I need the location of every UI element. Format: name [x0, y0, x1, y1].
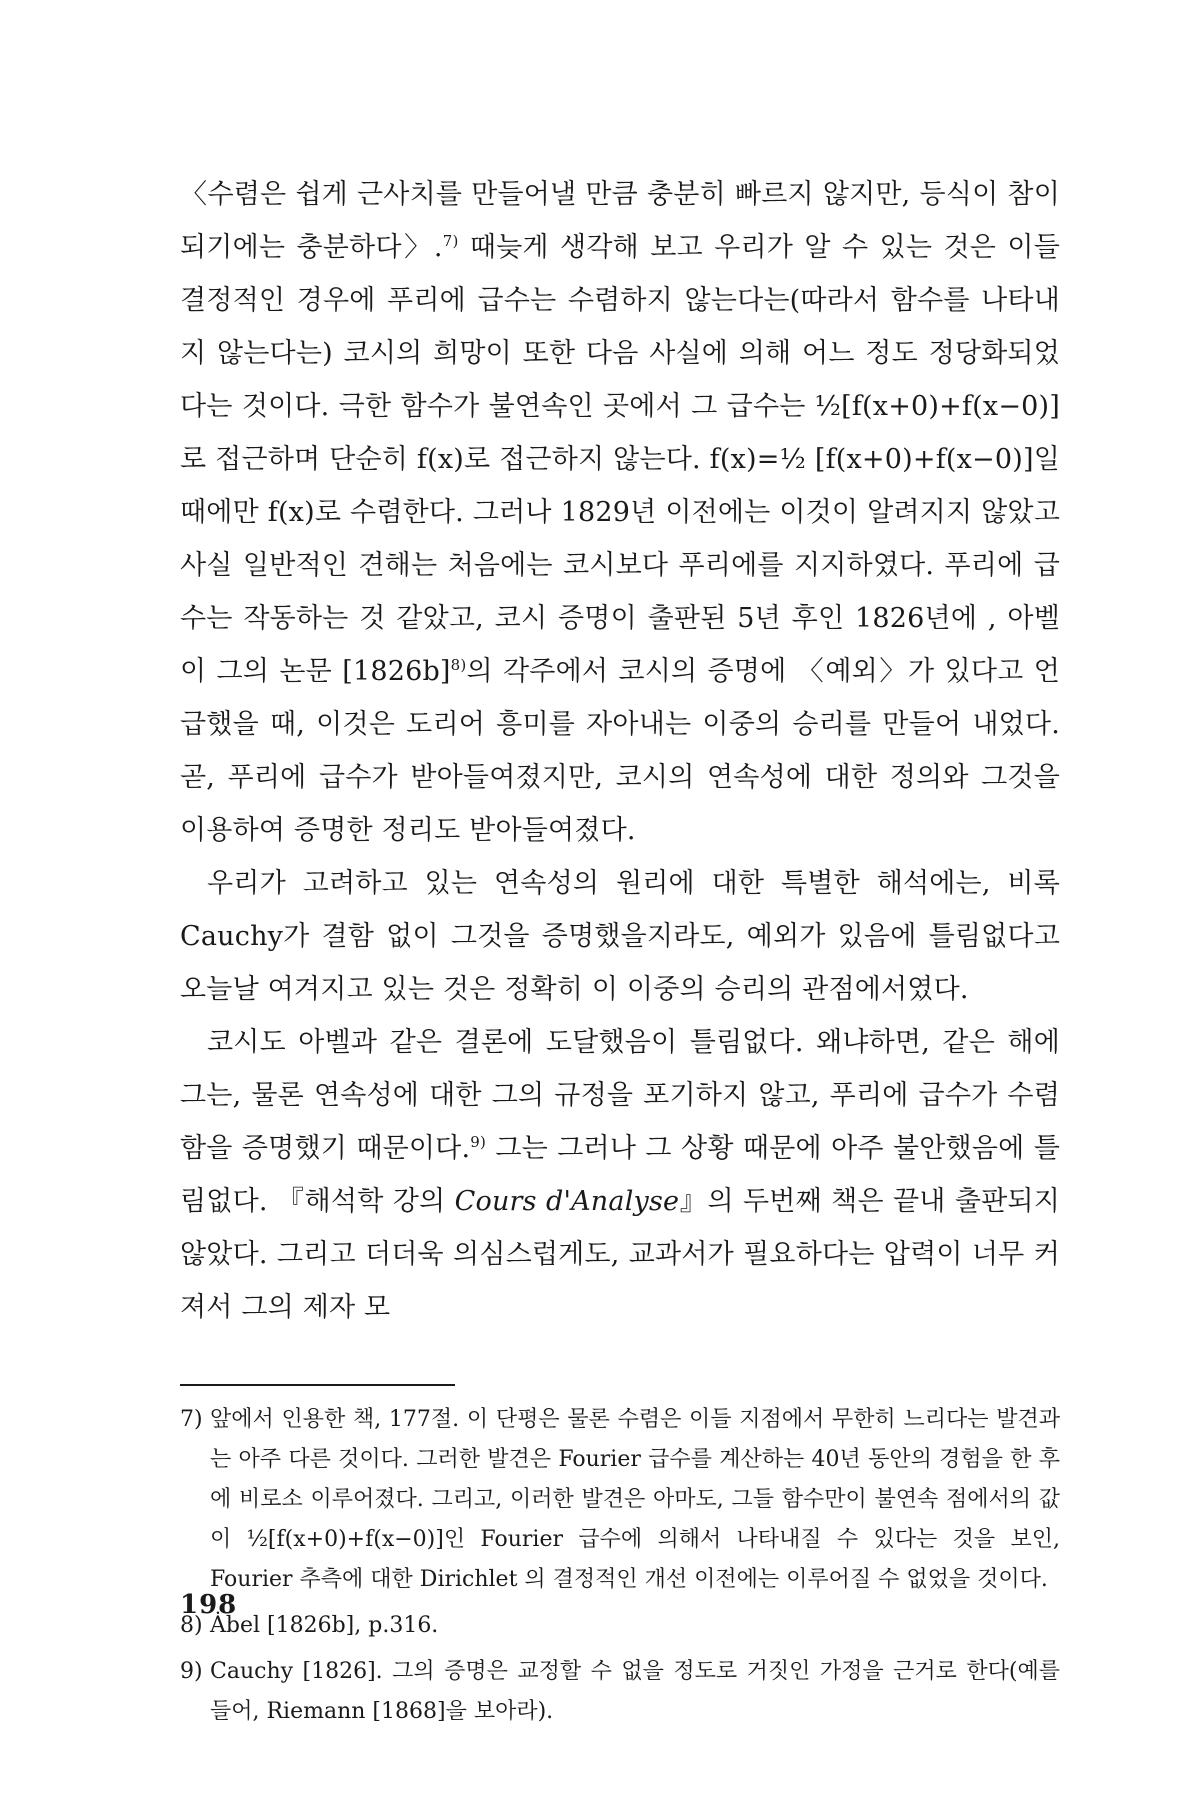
body-text	[180, 168, 1060, 1334]
footnote-number: 9)	[180, 1659, 203, 1684]
footnote-divider	[180, 1384, 455, 1386]
paragraph-text: 때늦게 생각해 보고 우리가 알 수 있는 것은 이들 결정적인 경우에 푸리에 급수는 수렴하지 않는다는(따라서 함수를 나타내지 않는다는) 코시의 희망이 또한 다음 사실에 의해 어느 정도 정당화되었다는 것이다. 극한 함수가 불연속인 곳에서 그 급수는 ½[f(x+0)+f(x−0)]로 접근하며 단순히 f(x)로 접근하지 않는다. f(x)=½ [f(x+0)+f(x−0)]일 때에만 f(x)로 수렴한다. 그러나 1829년 이전에는 이것이 알려지지 않았고 사실 일반적인 견해는 처음에는 코시보다 푸리에를 지지하였다. 푸리에 급수는 작동하는 것 같았고, 코시 증명이 출판된 5년 후인 1826년에 , 아벨이 그의 논문 [1826b]	[180, 232, 1060, 687]
footnote-number: 8)	[180, 1613, 203, 1638]
paragraph-text: 그는 그러나 그 상황 때문에 아주 불안했음에 틀림없다. 『해석학 강의	[180, 1133, 1060, 1217]
footnote-text: Ȧbel [1826b], p.316.	[210, 1613, 439, 1638]
footnote-ref: 9)	[470, 1133, 487, 1151]
footnote	[180, 1606, 1060, 1646]
book-title-italic: Cours d'Analyse	[454, 1186, 680, 1217]
paragraph-text: 우리가 고려하고 있는 연속성의 원리에 대한 특별한 해석에는, 비록 Cauchy가 결함 없이 그것을 증명했을지라도, 예외가 있음에 틀림없다고 오늘날 여겨지고 있는 것은 정확히 이 이중의 승리의 관점에서였다.	[180, 868, 1060, 1005]
footnote	[180, 1652, 1060, 1732]
footnotes	[180, 1400, 1060, 1732]
page-content	[180, 168, 1060, 1738]
paragraph-text: 코시도 아벨과 같은 결론에 도달했음이 틀림없다. 왜냐하면, 같은 해에 그는, 물론 연속성에 대한 그의 규정을 포기하지 않고, 푸리에 급수가 수렴함을 증명했기 때문이다.	[180, 1027, 1060, 1164]
footnote-text: Cauchy [1826]. 그의 증명은 교정할 수 없을 정도로 거짓인 가정을 근거로 한다(예를 들어, Riemann [1868]을 보아라).	[210, 1659, 1060, 1724]
footnote-ref: 8)	[450, 656, 467, 674]
footnote	[180, 1400, 1060, 1600]
paragraph-text: 〈수렴은 쉽게 근사치를 만들어낼 만큼 충분히 빠르지 않지만, 등식이 참이 되기에는 충분하다〉.	[180, 179, 1060, 263]
paragraph	[180, 857, 1060, 1016]
paragraph-text: 의 각주에서 코시의 증명에 〈예외〉가 있다고 언급했을 때, 이것은 도리어 흥미를 자아내는 이중의 승리를 만들어 내었다. 곧, 푸리에 급수가 받아들여졌지만, 코시의 연속성에 대한 정의와 그것을 이용하여 증명한 정리도 받아들여졌다.	[180, 656, 1060, 846]
footnote-ref: 7)	[442, 232, 459, 250]
paragraph	[180, 1016, 1060, 1334]
footnote-text: 앞에서 인용한 책, 177절. 이 단평은 물론 수렴은 이들 지점에서 무한히 느리다는 발견과는 아주 다른 것이다. 그러한 발견은 Fourier 급수를 계산하는 40년 동안의 경험을 한 후에 비로소 이루어졌다. 그리고, 이러한 발견은 아마도, 그들 함수만이 불연속 점에서의 값이 ½[f(x+0)+f(x−0)]인 Fourier 급수에 의해서 나타내질 수 있다는 것을 보인, Fourier 추측에 대한 Dirichlet 의 결정적인 개선 이전에는 이루어질 수 없었을 것이다.	[210, 1407, 1060, 1592]
paragraph-text: 』의 두번째 책은 끝내 출판되지 않았다. 그리고 더더욱 의심스럽게도, 교과서가 필요하다는 압력이 너무 커져서 그의 제자 모	[180, 1186, 1061, 1323]
paragraph	[180, 168, 1060, 857]
footnote-number: 7)	[180, 1407, 203, 1432]
page-number: 198	[180, 1590, 238, 1620]
